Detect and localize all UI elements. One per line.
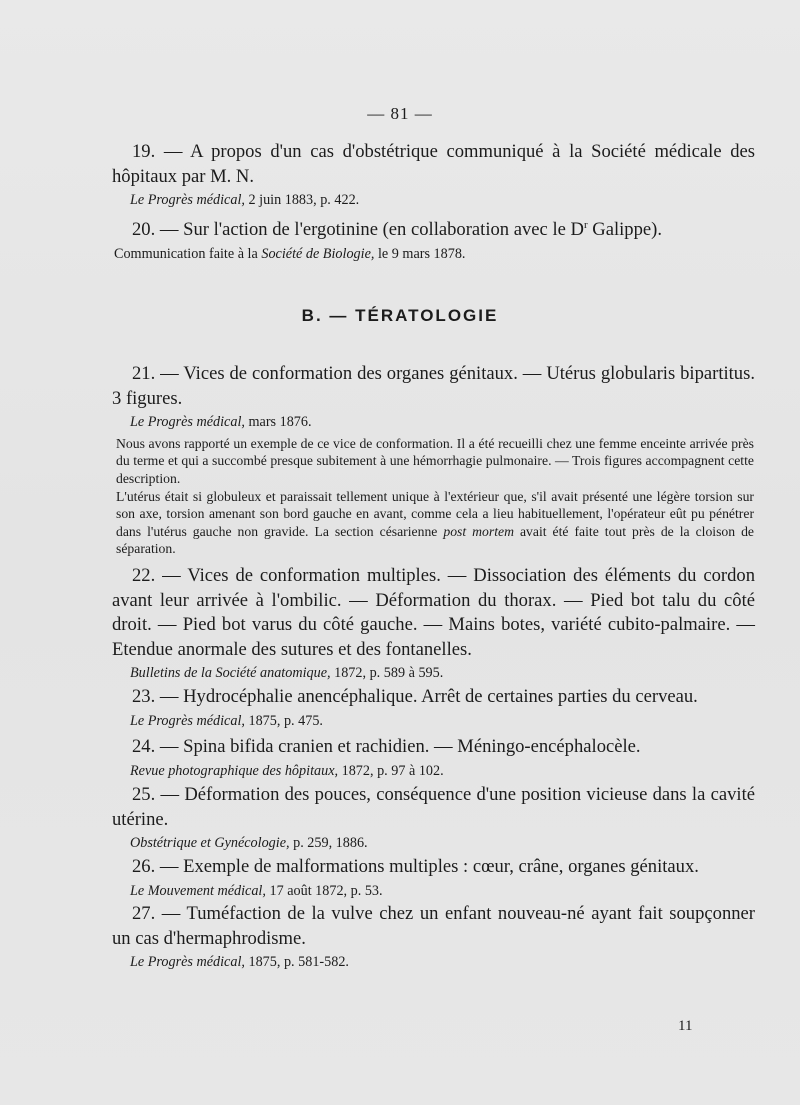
entry-22 <box>112 564 755 683</box>
entry-source: Obstétrique et Gynécologie, p. 259, 1886. <box>130 835 368 851</box>
entry-20: 20. — Sur l'action de l'ergotinine (en collaboration avec le $D^r$ Galippe). Communication faite à la Société de Biologie, le 9 mars 1878. <box>112 213 755 264</box>
sheet-signature: 11 <box>678 1018 693 1034</box>
section-title: B. — TÉRATOLOGIE <box>301 306 499 325</box>
entry-text: 21. — Vices de conformation des organes génitaux. — Utérus globularis bipartitus. 3 figures. <box>112 363 755 409</box>
entry-source: Le Progrès médical, 2 juin 1883, p. 422. <box>130 192 360 208</box>
entry-text: 26. — Exemple de malformations multiples : cœur, crâne, organes génitaux. <box>132 856 699 877</box>
entry-21 <box>112 362 755 432</box>
entry-text: 20. — Sur l'action de l'ergotinine (en collaboration avec le D <box>132 219 584 241</box>
entry-text: 24. — Spina bifida cranien et rachidien. — Méningo-encéphalocèle. <box>132 736 641 757</box>
entry-21-note-2: L'utérus était si globuleux et paraissait tellement unique à l'extérieur que, s'il avait présenté une légère torsion sur son axe, torsion amenant son bord gauche en avant, comme cela a lieu habituellement, l'opérateur eût pu pénétrer dans l'utérus gauche non gravide. La section césarienne post mortem avait été faite tout près de la cloison de séparation. <box>116 489 755 556</box>
entry-source: Le Mouvement médical, 17 août 1872, p. 53. <box>130 882 383 899</box>
entry-27 <box>112 902 755 972</box>
entry-source: Communication faite à la Société de Biologie, le 9 mars 1878. <box>114 245 466 262</box>
entry-21-note-1: Nous avons rapporté un exemple de ce vice de conformation. Il a été recueilli chez une femme enceinte arrivée près du terme et qui a succombé presque subitement à une hémorrhagie pulmonaire. — Trois figures accompagnent cette description. <box>116 436 754 486</box>
entry-19 <box>112 140 755 210</box>
entry-text: 25. — Déformation des pouces, conséquence d'une position vicieuse dans la cavité utérine. <box>112 784 755 830</box>
entry-text: 22. — Vices de conformation multiples. — Dissociation des éléments du cordon avant leur arrivée à l'ombilic. — Déformation du thorax. — Pied bot talu du côté droit. — Pied bot varus du côté gauche. — Mains botes, variété cubito-palmaire. — Etendue anormale des sutures et des fontanelles. <box>112 565 755 660</box>
page-number: — 81 — <box>367 104 433 123</box>
entry-source: Le Progrès médical, 1875, p. 475. <box>130 712 323 729</box>
entry-text: 27. — Tuméfaction de la vulve chez un enfant nouveau-né ayant fait soupçonner un cas d'hermaphrodisme. <box>112 903 755 949</box>
entry-24 <box>112 735 755 781</box>
entry-text: 19. — A propos d'un cas d'obstétrique communiqué à la Société médicale des hôpitaux par M. N. <box>112 141 755 187</box>
entry-source: Le Progrès médical, mars 1876. <box>130 414 312 430</box>
entry-source: Le Progrès médical, 1875, p. 581-582. <box>130 954 349 970</box>
entry-source: Revue photographique des hôpitaux, 1872, p. 97 à 102. <box>130 762 444 779</box>
entry-25 <box>112 783 755 853</box>
entry-text: 23. — Hydrocéphalie anencéphalique. Arrêt de certaines parties du cerveau. <box>132 686 698 707</box>
entry-source: Bulletins de la Société anatomique, 1872, p. 589 à 595. <box>130 665 444 681</box>
entry-23 <box>112 685 755 731</box>
entry-26 <box>112 855 755 901</box>
